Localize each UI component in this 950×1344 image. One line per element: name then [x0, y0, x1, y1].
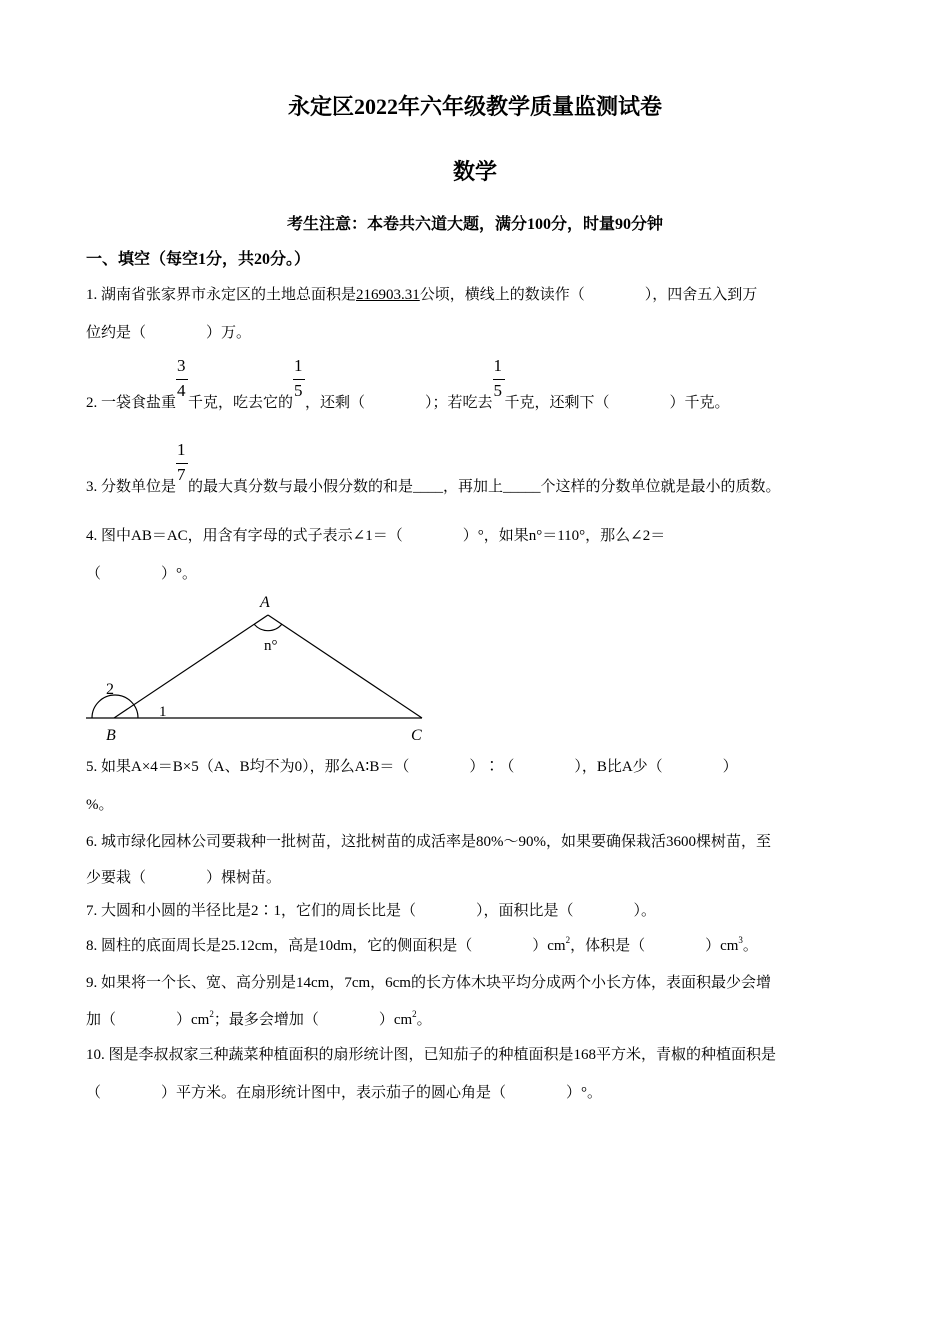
- subject-title: 数学: [452, 159, 497, 184]
- fraction-denominator: 7: [177, 465, 186, 484]
- question-10-line1: 10. 图是李叔叔家三种蔬菜种植面积的扇形统计图，已知茄子的种植面积是168平方米，青椒的种植面积是: [86, 1047, 777, 1063]
- exam-notice: 考生注意：本卷共六道大题，满分100分，时量90分钟: [286, 216, 663, 233]
- side-ac: [268, 615, 422, 718]
- q3-text-b: 的最大真分数与最小假分数的和是____，再加上_____个这样的分数单位就是最小的质数。: [188, 479, 781, 495]
- q2-text-c: ，还剩（ ）；若吃去: [305, 395, 493, 411]
- section1-heading: 一、填空（每空1分，共20分。）: [86, 251, 311, 268]
- question-10-line2: （ ）平方米。在扇形统计图中，表示茄子的圆心角是（ ）°。: [86, 1085, 603, 1101]
- fraction-one-fifth: [293, 356, 305, 407]
- question-4-line2: （ ）°。: [86, 566, 197, 582]
- fraction-numerator: 1: [177, 440, 186, 459]
- angle-2-label: 2: [106, 681, 114, 698]
- question-1-line2: 位约是（ ）万。: [86, 325, 252, 341]
- question-5-line1: 5. 如果A×4＝B×5（A、B均不为0），那么A∶B＝（ ）∶（ ），B比A少（ ）: [86, 759, 738, 775]
- vertex-label-a: A: [260, 594, 270, 611]
- question-6-line1: 6. 城市绿化园林公司要栽种一批树苗，这批树苗的成活率是80%～90%，如果要确保栽活3600棵树苗，至: [86, 834, 771, 850]
- q3-text-a: 3. 分数单位是: [86, 479, 177, 495]
- triangle-figure: [80, 585, 440, 750]
- q1-text-b: 公顷，横线上的数读作（ ），四舍五入到万: [419, 287, 758, 303]
- question-2: [86, 356, 730, 413]
- q9-text-c: 。: [416, 1012, 432, 1028]
- fraction-bar: [176, 463, 188, 464]
- exam-title: 永定区2022年六年级教学质量监测试卷: [287, 94, 662, 119]
- q8-superscript-2: 2: [565, 935, 571, 945]
- angle-1-label: 1: [159, 704, 167, 720]
- fraction-one-seventh: [176, 440, 188, 491]
- q9-superscript-2b: 2: [412, 1009, 417, 1019]
- question-8: [86, 936, 758, 956]
- q8-text-b: ，体积是（ ）cm: [570, 938, 739, 954]
- question-1-line1: [86, 285, 757, 305]
- q2-text-b: 千克，吃去它的: [188, 395, 294, 411]
- question-9-line1: 9. 如果将一个长、宽、高分别是14cm，7cm，6cm的长方体木块平均分成两个小长方体，表面积最少会增: [86, 975, 771, 991]
- q9-text-a: 加（ ）cm: [86, 1012, 210, 1028]
- q8-text-a: 8. 圆柱的底面周长是25.12cm，高是10dm，它的侧面积是（ ）cm: [86, 938, 566, 954]
- question-3: [86, 440, 781, 497]
- fraction-one-fifth-kg: [493, 356, 505, 407]
- q1-underlined-number: 216903.31: [356, 287, 420, 303]
- q2-text-d: 千克，还剩下（ ）千克。: [504, 395, 730, 411]
- vertex-label-c: C: [411, 727, 422, 744]
- fraction-numerator: 1: [294, 356, 303, 375]
- fraction-numerator: 1: [493, 356, 503, 375]
- q1-text-a: 1. 湖南省张家界市永定区的土地总面积是: [86, 287, 357, 303]
- question-5-line2: %。: [86, 797, 114, 813]
- vertex-label-b: B: [106, 727, 116, 744]
- fraction-denominator: 5: [294, 381, 303, 400]
- q9-text-b: ；最多会增加（ ）cm: [213, 1012, 413, 1028]
- question-6-line2: 少要栽（ ）棵树苗。: [86, 870, 282, 886]
- fraction-bar: [176, 379, 188, 380]
- fraction-bar: [493, 379, 505, 380]
- fraction-bar: [293, 379, 305, 380]
- q2-text-a: 2. 一袋食盐重: [86, 395, 177, 411]
- fraction-three-quarters: [176, 356, 188, 407]
- q9-superscript-2a: 2: [209, 1009, 214, 1019]
- side-ab: [114, 615, 268, 718]
- angle-n-label: n°: [264, 638, 278, 654]
- fraction-numerator: 3: [177, 356, 186, 375]
- question-7: 7. 大圆和小圆的半径比是2∶1，它们的周长比是（ ），面积比是（ ）。: [86, 903, 657, 919]
- q8-text-c: 。: [742, 938, 758, 954]
- question-9-line2: [86, 1010, 432, 1030]
- question-4-line1: 4. 图中AB＝AC，用含有字母的式子表示∠1＝（ ）°，如果n°＝110°，那么∠2＝: [86, 528, 666, 544]
- fraction-denominator: 5: [493, 381, 503, 400]
- fraction-denominator: 4: [177, 381, 186, 400]
- q8-superscript-3: 3: [738, 935, 743, 945]
- angle-a-arc: [254, 624, 282, 631]
